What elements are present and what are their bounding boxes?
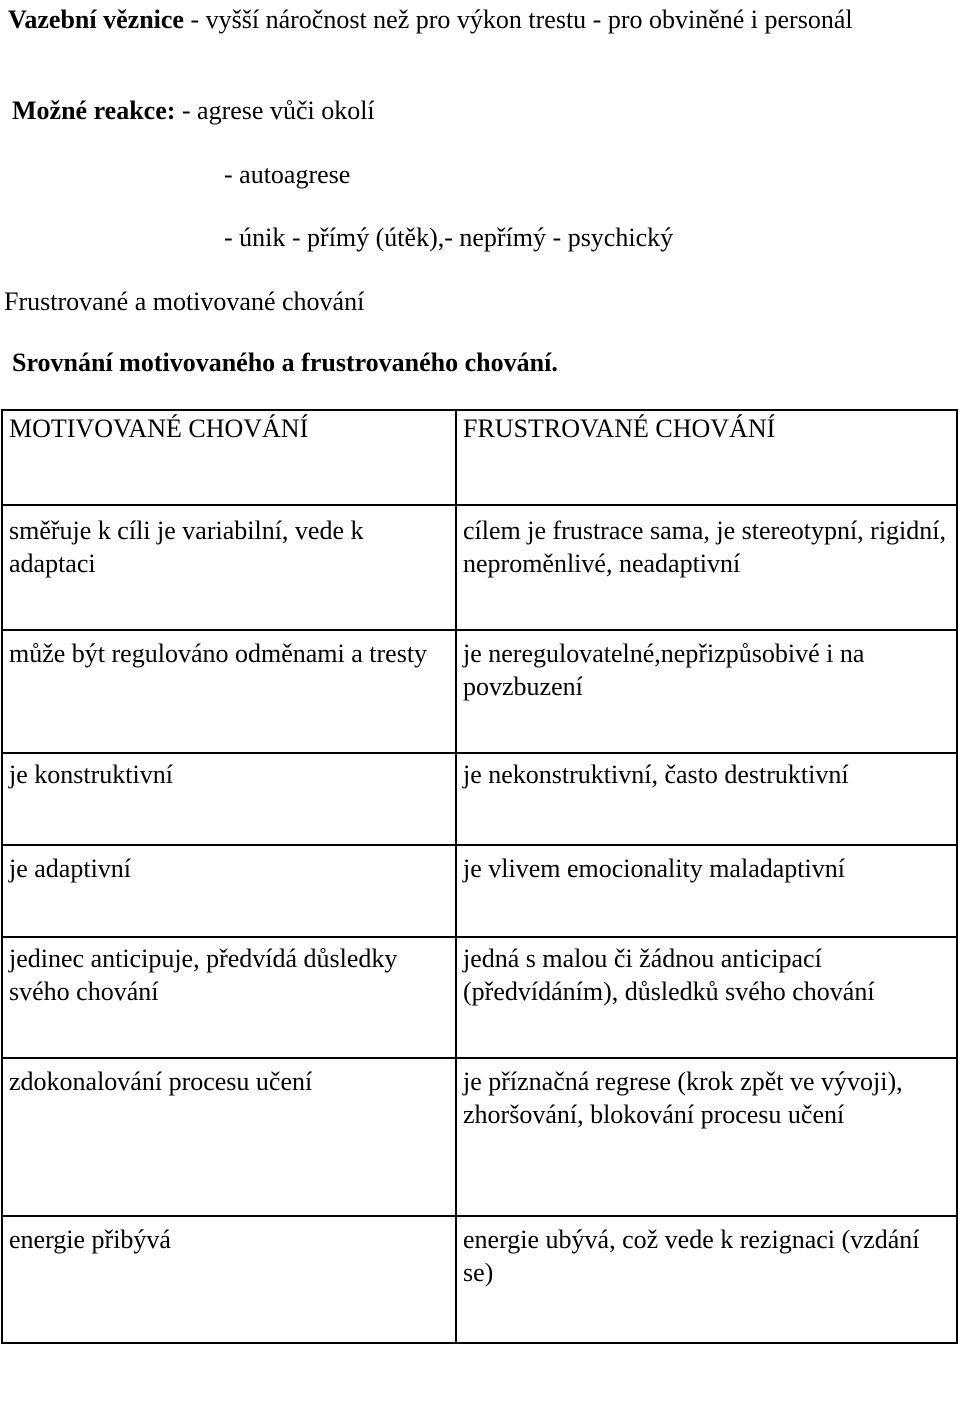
motivated-cell: energie přibývá bbox=[2, 1216, 456, 1343]
frustrated-cell: jedná s malou či žádnou anticipací (předvídáním), důsledků svého chování bbox=[456, 937, 957, 1058]
frustrated-cell: je příznačná regrese (krok zpět ve vývoji), zhoršování, blokování procesu učení bbox=[456, 1058, 957, 1216]
reakce-item-3: - únik - přímý (útěk),- nepřímý - psychický bbox=[224, 223, 674, 252]
reakce-item-1: - agrese vůči okolí bbox=[181, 96, 375, 125]
subheading: Frustrované a motivované chování bbox=[4, 287, 365, 316]
motivated-cell: může být regulováno odměnami a tresty bbox=[2, 630, 456, 753]
document-heading bbox=[8, 3, 908, 37]
reakce-label: Možné reakce: bbox=[12, 96, 176, 125]
table-header-row bbox=[2, 410, 957, 505]
reakce-line bbox=[12, 94, 375, 127]
motivated-cell: jedinec anticipuje, předvídá důsledky svého chování bbox=[2, 937, 456, 1058]
header-motivated: MOTIVOVANÉ CHOVÁNÍ bbox=[2, 410, 456, 505]
table-row bbox=[2, 505, 957, 630]
comparison-table bbox=[1, 409, 958, 1344]
frustrated-cell: cílem je frustrace sama, je stereotypní, rigidní, neproměnlivé, neadaptivní bbox=[456, 505, 957, 630]
frustrated-cell: je vlivem emocionality maladaptivní bbox=[456, 845, 957, 937]
motivated-cell: směřuje k cíli je variabilní, vede k adaptaci bbox=[2, 505, 456, 630]
table-row bbox=[2, 1216, 957, 1343]
reakce-item-2: - autoagrese bbox=[224, 160, 351, 189]
heading-rest: - vyšší náročnost než pro výkon trestu - pro obviněné i personál bbox=[183, 5, 853, 34]
motivated-cell: zdokonalování procesu učení bbox=[2, 1058, 456, 1216]
heading-bold: Vazební věznice bbox=[8, 5, 184, 34]
frustrated-cell: energie ubývá, což vede k rezignaci (vzdání se) bbox=[456, 1216, 957, 1343]
motivated-cell: je konstruktivní bbox=[2, 753, 456, 845]
table-row bbox=[2, 1058, 957, 1216]
frustrated-cell: je nekonstruktivní, často destruktivní bbox=[456, 753, 957, 845]
table-row bbox=[2, 753, 957, 845]
motivated-cell: je adaptivní bbox=[2, 845, 456, 937]
table-row bbox=[2, 845, 957, 937]
frustrated-cell: je neregulovatelné,nepřizpůsobivé i na povzbuzení bbox=[456, 630, 957, 753]
table-row bbox=[2, 630, 957, 753]
comparison-title: Srovnání motivovaného a frustrovaného chování. bbox=[12, 348, 558, 377]
header-frustrated: FRUSTROVANÉ CHOVÁNÍ bbox=[456, 410, 957, 505]
table-row bbox=[2, 937, 957, 1058]
